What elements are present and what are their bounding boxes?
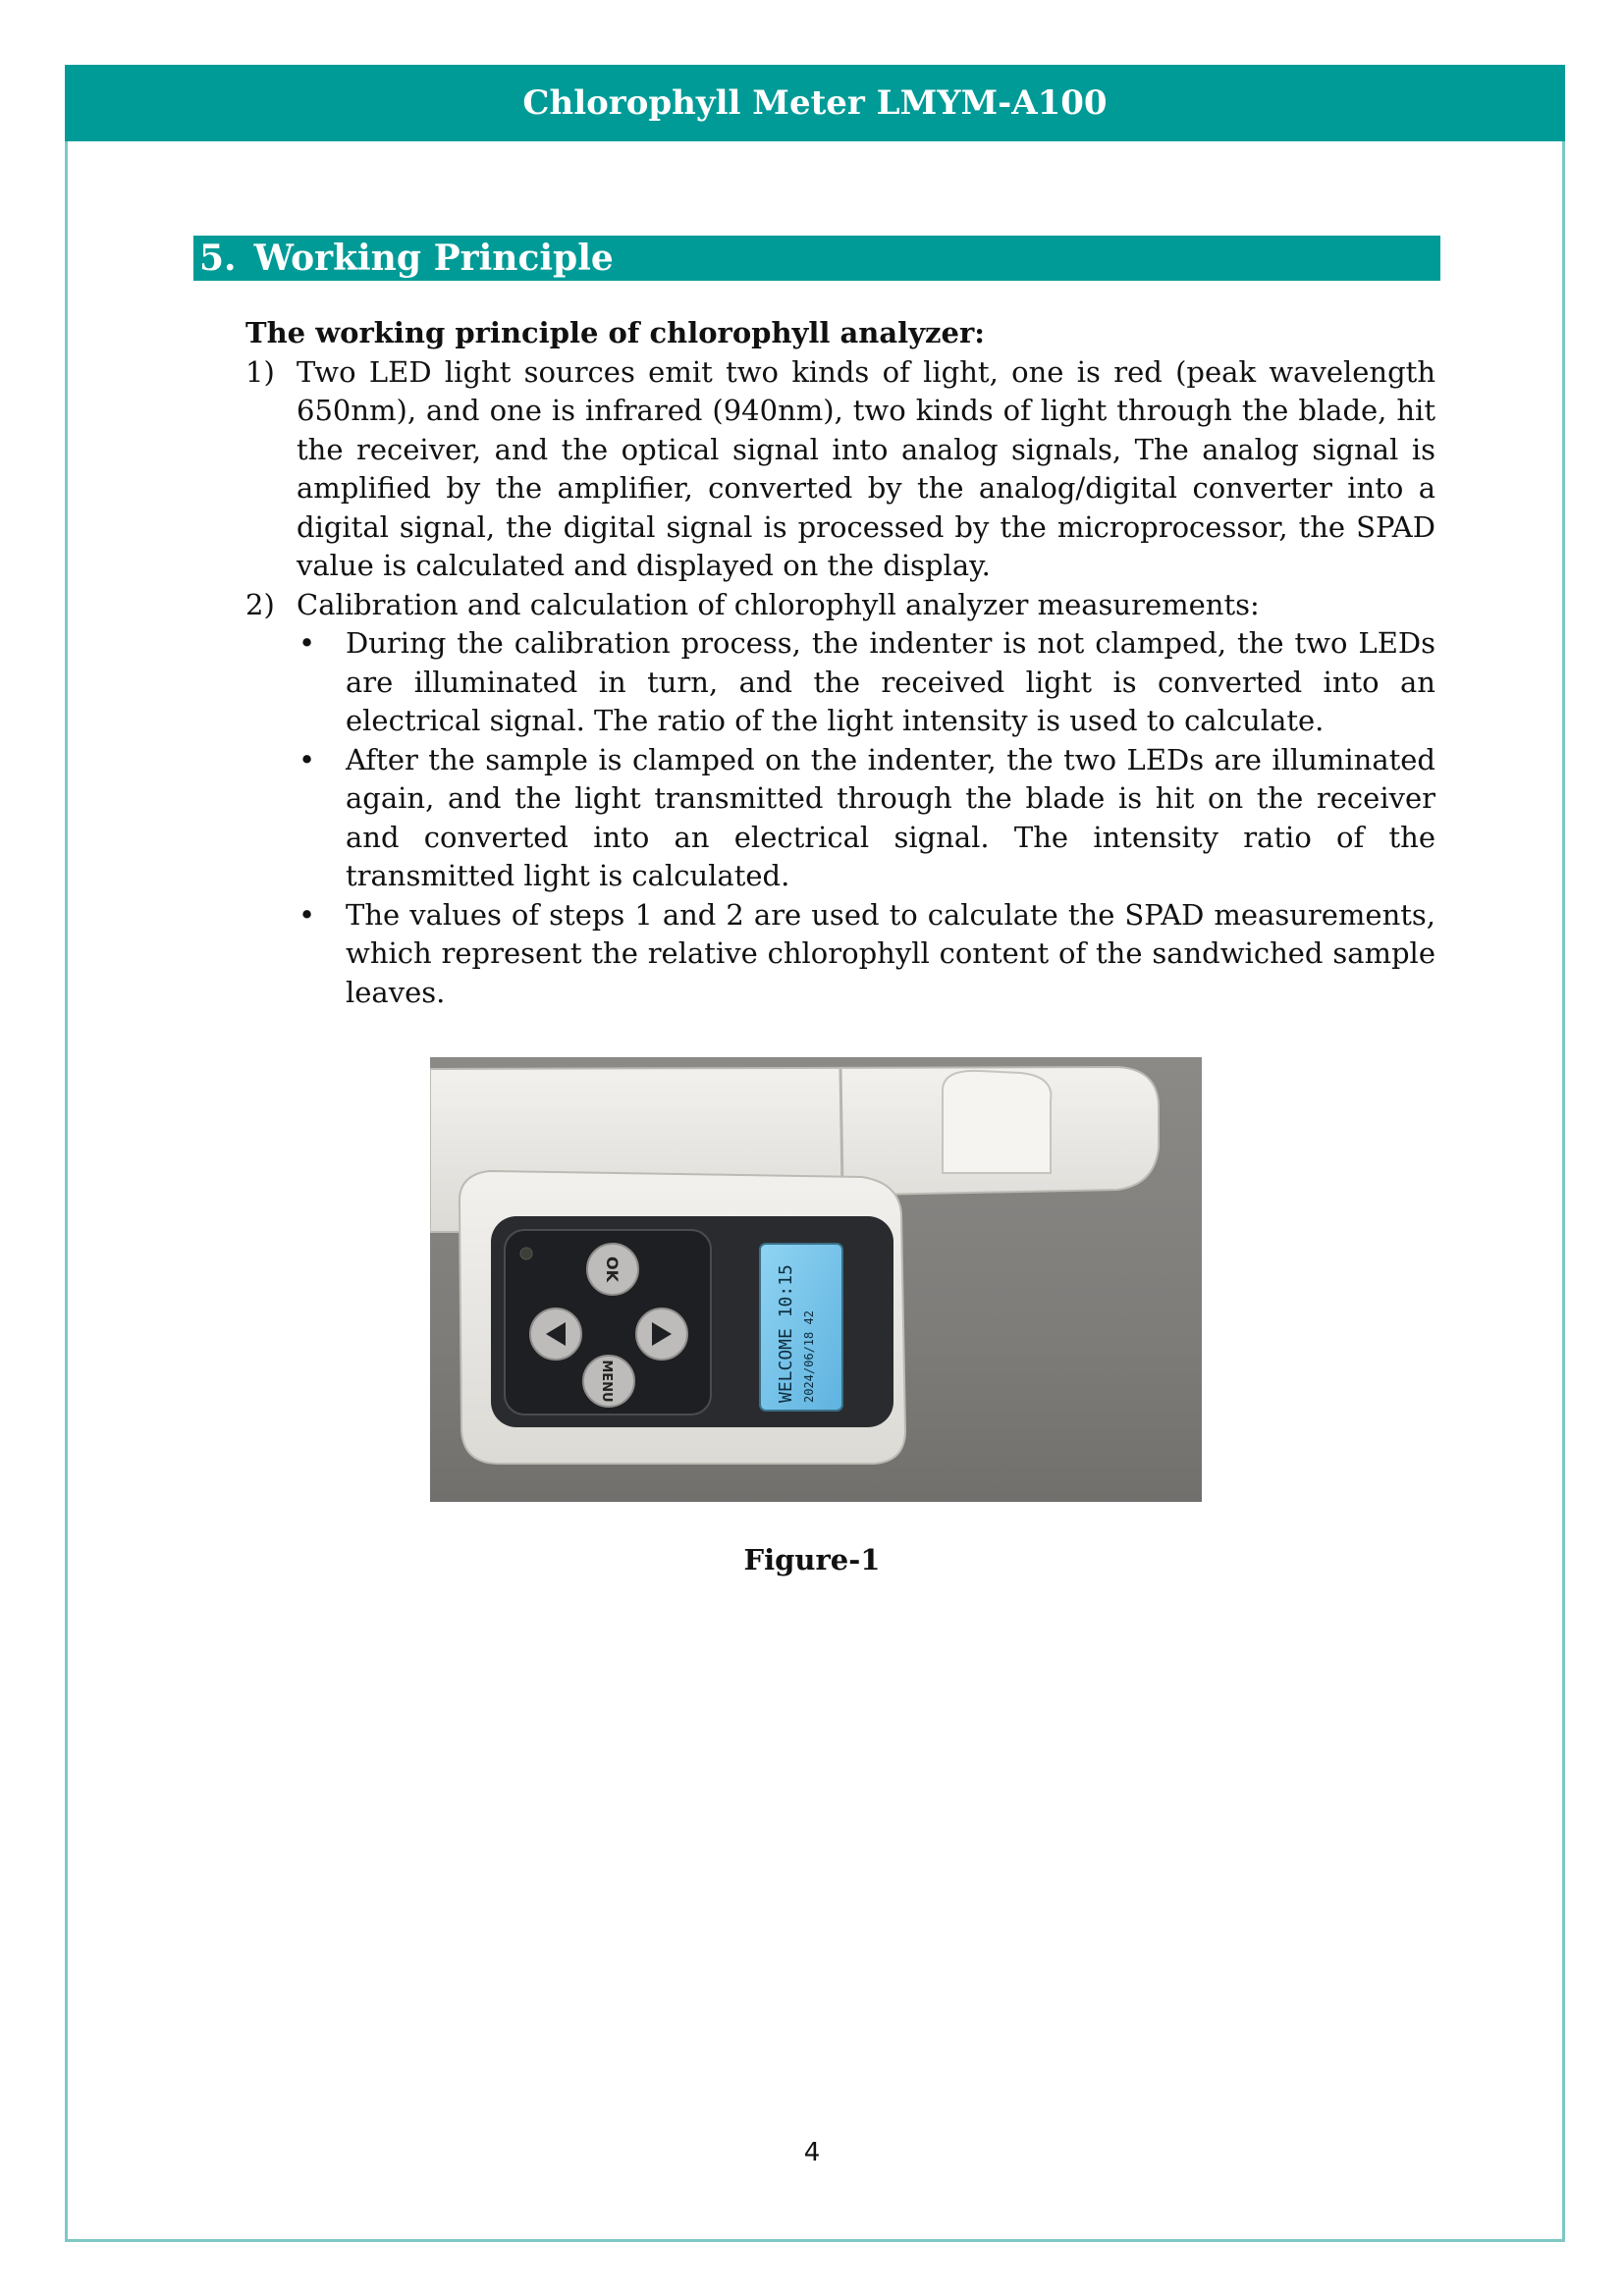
lcd-screen [760,1244,842,1411]
bullet-icon: • [298,626,316,660]
menu-button-label: MENU [599,1360,614,1403]
lcd-text-line-2: 2024/06/18 42 [802,1310,816,1403]
bullet-list [297,624,1435,1012]
list-marker: 2) [245,587,275,621]
section-title: Working Principle [253,238,614,279]
bullet-text: After the sample is clamped on the indenter, the two LEDs are illuminated again, and the light transmitted through the blade is hit on the receiver and converted into an electrical signal. The intensity ratio of the transmitted light is calculated. [346,742,1435,892]
bullet-text: The values of steps 1 and 2 are used to calculate the SPAD measurements, which represent the relative chlorophyll content of the sandwiched sample leaves. [346,897,1435,1009]
bullet-icon: • [298,742,316,776]
page-number: 4 [803,2138,821,2167]
numbered-list [245,353,1435,1013]
device-photo [430,1057,1202,1502]
lead-paragraph: The working principle of chlorophyll analyzer: [245,316,985,349]
list-item-2 [245,586,1435,1013]
list-item-1 [245,353,1435,586]
bullet-item [297,896,1435,1013]
bullet-icon: • [298,897,316,932]
header-title: Chlorophyll Meter LMYM-A100 [65,65,1565,141]
section-number: 5. [199,238,237,279]
figure-caption: Figure-1 [743,1543,881,1576]
bullet-item [297,624,1435,741]
ok-button-label: OK [603,1256,622,1282]
device-illustration [430,1057,1202,1502]
bullet-text: During the calibration process, the indenter is not clamped, the two LEDs are illuminated in turn, and the received light is converted into an electrical signal. The ratio of the light intensity is used to calculate. [346,626,1435,737]
bullet-item [297,741,1435,896]
lcd-text-line-1: WELCOME 10:15 [776,1264,796,1403]
body-content [245,314,1435,1012]
list-item-text: Two LED light sources emit two kinds of light, one is red (peak wavelength 650nm), and one is infrared (940nm), two kinds of light through the blade, hit the receiver, and the optical signal into analog signals, The analog signal is amplified by the amplifier, converted by the analog/digital converter into a digital signal, the digital signal is processed by the microprocessor, the SPAD value is calculated and displayed on the display. [297,354,1435,582]
sensor-head [943,1071,1051,1173]
list-item-text: Calibration and calculation of chlorophyll analyzer measurements: [297,587,1260,621]
led-indicator [520,1248,532,1259]
list-marker: 1) [245,354,275,389]
section-heading [193,236,1440,281]
